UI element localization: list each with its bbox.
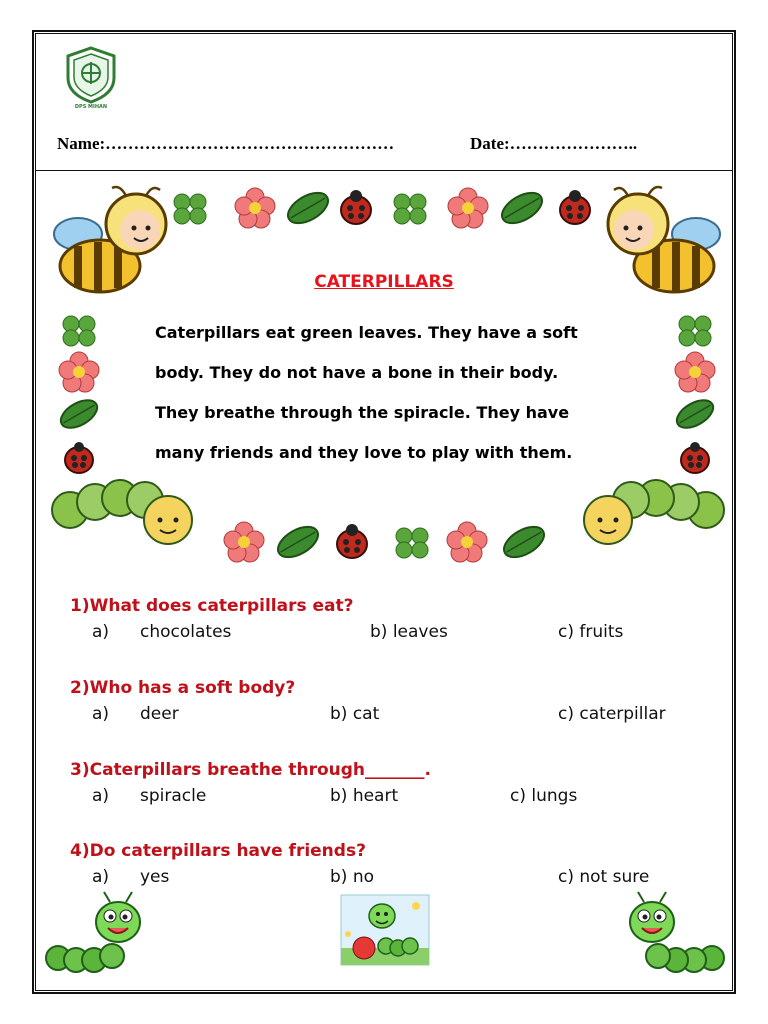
question-1: 1)What does caterpillars eat? bbox=[70, 596, 354, 616]
question-4: 4)Do caterpillars have friends? bbox=[70, 841, 366, 861]
clover-icon bbox=[679, 316, 711, 346]
leaf-icon bbox=[273, 521, 323, 564]
ladybug-icon bbox=[337, 524, 367, 558]
option-c: c) caterpillar bbox=[558, 704, 666, 724]
story-paragraph bbox=[155, 313, 645, 473]
leaf-icon bbox=[56, 394, 102, 433]
flower-icon bbox=[675, 352, 715, 392]
leaf-icon bbox=[283, 187, 333, 230]
caterpillar-icon bbox=[50, 480, 210, 560]
decorative-border-bottom bbox=[222, 520, 552, 564]
ladybug-icon bbox=[560, 190, 590, 224]
clover-icon bbox=[396, 528, 428, 558]
option-label: a) bbox=[92, 786, 110, 806]
story-line: body. They do not have a bone in their body. bbox=[155, 363, 559, 382]
ladybug-icon bbox=[681, 442, 709, 473]
clover-icon bbox=[394, 194, 426, 224]
leaf-icon bbox=[499, 521, 549, 564]
header-divider bbox=[35, 170, 733, 171]
option-b: b) no bbox=[330, 867, 375, 887]
leaf-icon bbox=[672, 394, 718, 433]
option-b: b) cat bbox=[330, 704, 380, 724]
caterpillar-icon bbox=[626, 892, 726, 978]
flower-icon bbox=[447, 522, 487, 562]
decorative-border-top bbox=[170, 186, 600, 230]
question-3: 3)Caterpillars breathe through_______. bbox=[70, 760, 431, 780]
option-a: deer bbox=[140, 704, 179, 724]
option-c: c) not sure bbox=[558, 867, 650, 887]
leaf-icon bbox=[497, 187, 547, 230]
option-label: a) bbox=[92, 867, 110, 887]
option-label: a) bbox=[92, 704, 110, 724]
school-logo bbox=[64, 46, 118, 104]
option-a: spiracle bbox=[140, 786, 207, 806]
clover-icon bbox=[63, 316, 95, 346]
ladybug-icon bbox=[65, 442, 93, 473]
option-label: a) bbox=[92, 622, 110, 642]
date-field: Date:………………….. bbox=[470, 134, 638, 153]
decorative-border-left bbox=[54, 312, 104, 480]
flower-icon bbox=[235, 188, 275, 228]
caterpillar-icon bbox=[44, 892, 144, 978]
clover-icon bbox=[174, 194, 206, 224]
option-b: b) leaves bbox=[370, 622, 448, 642]
flower-icon bbox=[448, 188, 488, 228]
option-a: chocolates bbox=[140, 622, 232, 642]
option-a: yes bbox=[140, 867, 170, 887]
option-b: b) heart bbox=[330, 786, 399, 806]
ladybug-icon bbox=[341, 190, 371, 224]
question-2: 2)Who has a soft body? bbox=[70, 678, 296, 698]
story-line: many friends and they love to play with them. bbox=[155, 443, 573, 462]
option-c: c) fruits bbox=[558, 622, 624, 642]
story-line: They breathe through the spiracle. They have bbox=[155, 403, 570, 422]
caterpillar-picture bbox=[340, 894, 430, 966]
option-c: c) lungs bbox=[510, 786, 578, 806]
story-line: Caterpillars eat green leaves. They have a soft bbox=[155, 323, 578, 342]
story-title: CATERPILLARS bbox=[314, 272, 454, 292]
name-field: Name:…………………………………………… bbox=[57, 134, 395, 153]
logo-caption: DPS MIHAN bbox=[74, 104, 108, 110]
flower-icon bbox=[59, 352, 99, 392]
flower-icon bbox=[224, 522, 264, 562]
caterpillar-icon bbox=[566, 480, 726, 560]
decorative-border-right bbox=[670, 312, 720, 480]
